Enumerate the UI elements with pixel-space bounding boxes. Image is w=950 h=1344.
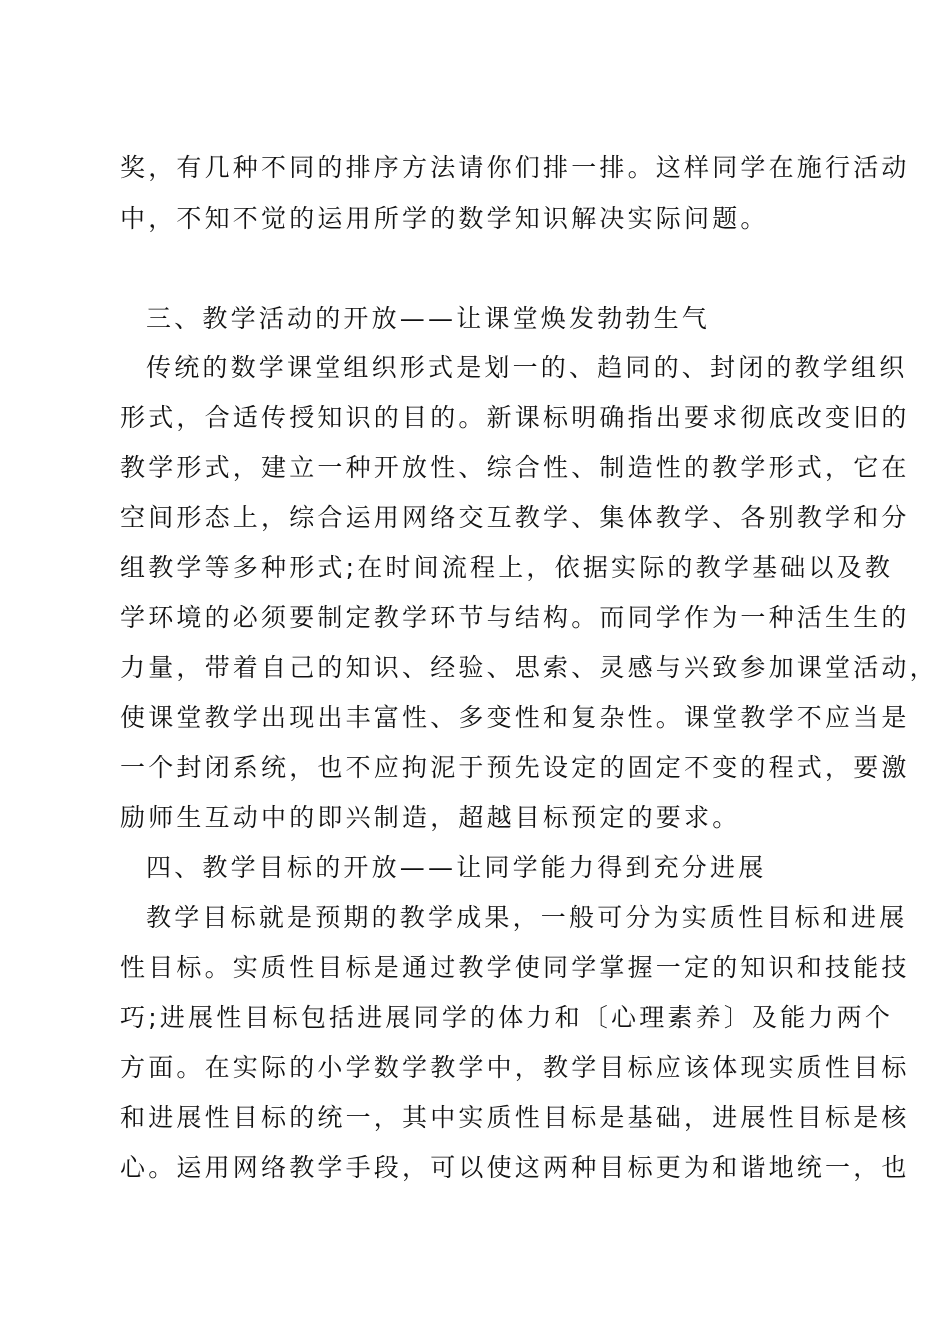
body-line: 性目标。实质性目标是通过教学使同学掌握一定的知识和技能技 xyxy=(120,953,910,982)
body-line: 励师生互动中的即兴制造，超越目标预定的要求。 xyxy=(120,803,741,832)
body-line: 方面。在实际的小学数学教学中，教学目标应该体现实质性目标 xyxy=(120,1053,910,1082)
body-line: 空间形态上，综合运用网络交互教学、集体教学、各别教学和分 xyxy=(120,503,910,532)
body-line: 力量，带着自己的知识、经验、思索、灵感与兴致参加课堂活动， xyxy=(120,653,938,682)
body-line: 和进展性目标的统一，其中实质性目标是基础，进展性目标是核 xyxy=(120,1103,910,1132)
body-line: 使课堂教学出现出丰富性、多变性和复杂性。课堂教学不应当是 xyxy=(120,703,910,732)
body-line: 学环境的必须要制定教学环节与结构。而同学作为一种活生生的 xyxy=(120,603,910,632)
section-heading: 三、教学活动的开放——让课堂焕发勃勃生气 xyxy=(146,304,711,333)
body-line: 巧;进展性目标包括进展同学的体力和〔心理素养〕及能力两个 xyxy=(120,1003,894,1032)
body-line: 组教学等多种形式;在时间流程上，依据实际的教学基础以及教 xyxy=(120,553,894,582)
body-line: 一个封闭系统，也不应拘泥于预先设定的固定不变的程式，要激 xyxy=(120,753,910,782)
body-line: 教学形式，建立一种开放性、综合性、制造性的教学形式，它在 xyxy=(120,453,910,482)
paragraph-first-line: 教学目标就是预期的教学成果，一般可分为实质性目标和进展 xyxy=(146,903,908,932)
body-line: 形式，合适传授知识的目的。新课标明确指出要求彻底改变旧的 xyxy=(120,403,910,432)
body-line: 中，不知不觉的运用所学的数学知识解决实际问题。 xyxy=(120,204,769,233)
body-line: 奖，有几种不同的排序方法请你们排一排。这样同学在施行活动 xyxy=(120,153,910,182)
section-heading: 四、教学目标的开放——让同学能力得到充分进展 xyxy=(146,853,767,882)
body-line: 心。运用网络教学手段，可以使这两种目标更为和谐地统一，也 xyxy=(120,1153,910,1182)
paragraph-first-line: 传统的数学课堂组织形式是划一的、趋同的、封闭的教学组织 xyxy=(146,353,908,382)
